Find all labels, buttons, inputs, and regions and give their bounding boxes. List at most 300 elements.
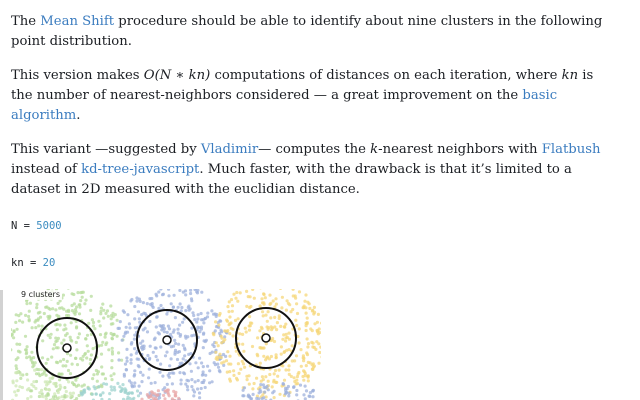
data-point [170,357,173,360]
data-point [131,392,134,395]
data-point [298,341,301,344]
data-point [21,321,24,324]
text-span: This variant —suggested by [11,142,201,157]
data-point [157,307,160,310]
cluster-center [262,334,270,342]
data-point [200,361,203,364]
data-point [219,329,222,332]
data-point [302,393,305,396]
data-point [190,370,193,373]
data-point [200,312,203,315]
data-point [299,384,302,387]
data-point [71,363,74,366]
data-point [77,336,80,339]
text-span: instead of [11,162,82,177]
data-point [101,372,104,375]
data-point [78,303,81,306]
data-point [171,382,174,385]
data-point [246,378,249,381]
data-point [262,314,265,317]
data-point [251,289,254,291]
data-point [287,392,290,395]
data-point [159,345,162,348]
data-point [177,306,180,309]
data-point [298,327,301,330]
data-point [174,342,177,345]
data-point [48,308,51,311]
data-point [202,321,205,324]
data-point [142,312,145,315]
data-point [129,362,132,365]
data-point [317,313,320,316]
data-point [244,327,247,330]
data-point [67,380,70,383]
data-point [137,310,140,313]
data-point [238,332,241,335]
cluster-plot [11,289,321,400]
data-point [24,335,27,338]
data-point [245,305,248,308]
data-point [178,324,181,327]
data-point [99,310,102,313]
data-point [306,345,309,348]
data-point [28,310,31,313]
data-point [179,302,182,305]
data-point [57,302,60,305]
mean-shift-link[interactable]: Mean Shift [40,14,115,29]
data-point [275,353,278,356]
data-point [128,322,131,325]
vladimir-link[interactable]: Vladimir [200,142,259,157]
data-point [78,312,81,315]
data-point [161,375,164,378]
data-point [191,311,194,314]
data-point [229,321,232,324]
data-point [231,310,234,313]
data-point [84,299,87,302]
data-point [87,322,90,325]
data-point [306,353,309,356]
data-point [158,371,161,374]
data-point [105,383,108,386]
data-point [272,380,275,383]
data-point [281,364,284,367]
data-point [179,335,182,338]
text-span: — computes the [258,142,371,157]
data-point [234,319,237,322]
data-point [139,371,142,374]
data-point [149,345,152,348]
data-point [173,353,176,356]
data-point [284,368,287,371]
data-point [198,357,201,360]
data-point [306,317,309,320]
data-point [117,327,120,330]
data-point [219,312,222,315]
data-point [125,368,128,371]
data-point [249,295,252,298]
text-span: . Much faster, with the drawback is that it’s limited to a dataset in 2D measured with the euclidian distance. [11,162,572,197]
data-point [182,344,185,347]
data-point [304,385,307,388]
data-point [204,386,207,389]
data-point [198,391,201,394]
data-point [122,309,125,312]
data-point [54,323,57,326]
data-point [25,356,28,359]
data-point [91,377,94,380]
data-point [306,337,309,340]
data-point [279,289,282,290]
data-point [38,311,41,314]
data-point [184,289,187,292]
data-point [296,312,299,315]
data-point [276,321,279,324]
data-point [207,299,210,302]
data-point [295,354,298,357]
variable-value: 20 [42,257,56,269]
data-point [92,373,95,376]
data-point [230,298,233,301]
data-point [12,336,15,339]
data-point [97,320,100,323]
data-point [283,351,286,354]
data-point [315,340,318,343]
data-point [292,385,295,388]
data-point [110,366,113,369]
data-point [41,373,44,376]
cell-kn[interactable] [11,257,55,269]
data-point [83,353,86,356]
data-point [299,348,302,351]
data-point [192,314,195,317]
data-point [112,372,115,375]
data-point [167,289,170,291]
data-point [200,387,203,390]
data-point [110,388,113,391]
data-point [232,374,235,377]
data-point [53,343,56,346]
data-point [14,321,17,324]
data-point [261,310,264,313]
data-point [131,385,134,388]
data-point [227,310,230,313]
data-point [268,373,271,376]
data-point [75,341,78,344]
data-point [284,339,287,342]
data-point [31,326,34,329]
data-point [177,332,180,335]
data-point [83,383,86,386]
data-point [242,350,245,353]
data-point [41,356,44,359]
data-point [232,369,235,372]
data-point [226,305,229,308]
data-point [116,382,119,385]
data-point [317,362,320,365]
data-point [264,386,267,389]
cluster-center [163,336,171,344]
data-point [180,306,183,309]
data-point [190,385,193,388]
data-point [150,382,153,385]
data-point [216,363,219,366]
data-point [259,362,262,365]
data-point [248,315,251,318]
cell-n[interactable] [11,220,62,232]
data-point [110,337,113,340]
data-point [305,322,308,325]
data-point [141,374,144,377]
data-point [34,326,37,329]
data-point [268,294,271,297]
data-point [172,305,175,308]
text-span: is the number of nearest-neighbors considered — a great improvement on the [11,68,594,103]
data-point [192,394,195,397]
data-point [204,374,207,377]
data-point [226,320,229,323]
data-point [61,373,64,376]
data-point [273,372,276,375]
data-point [133,338,136,341]
data-point [281,338,284,341]
data-point [223,329,226,332]
data-point [82,291,85,294]
data-point [209,352,212,355]
data-point [15,394,18,397]
data-point [99,394,102,397]
data-point [228,315,231,318]
data-point [148,320,151,323]
data-point [308,395,311,398]
data-point [100,365,103,368]
data-point [304,293,307,296]
data-point [253,382,256,385]
data-point [309,327,312,330]
data-point [12,381,15,384]
data-point [202,346,205,349]
data-point [311,309,314,312]
data-point [81,358,84,361]
data-point [297,371,300,374]
data-point [273,316,276,319]
data-point [102,309,105,312]
data-point [47,393,50,396]
data-point [316,329,319,332]
data-point [11,348,12,351]
data-point [220,361,223,364]
data-point [251,387,254,390]
data-point [217,324,220,327]
data-point [104,377,107,380]
data-point [72,392,75,395]
data-point [11,328,12,331]
data-point [183,347,186,350]
data-point [271,385,274,388]
data-point [119,320,122,323]
data-point [184,337,187,340]
data-point [283,325,286,328]
data-point [14,371,17,374]
data-point [302,356,305,359]
data-point [155,325,158,328]
data-point [266,320,269,323]
data-point [202,332,205,335]
data-point [303,305,306,308]
data-point [168,364,171,367]
data-point [15,379,18,382]
data-point [178,371,181,374]
data-point [262,355,265,358]
data-point [160,325,163,328]
data-point [303,300,306,303]
data-point [273,396,276,399]
data-point [104,312,107,315]
data-point [200,381,203,384]
data-point [180,379,183,382]
data-point [273,390,276,393]
data-point [90,295,93,298]
data-point [295,382,298,385]
data-point [236,300,239,303]
data-point [155,293,158,296]
data-point [13,390,16,393]
data-point [218,370,221,373]
data-point [305,312,308,315]
data-point [307,342,310,345]
data-point [172,345,175,348]
data-point [21,386,24,389]
data-point [120,390,123,393]
data-point [248,383,251,386]
data-point [167,392,170,395]
data-point [19,377,22,380]
text-span: . [76,108,81,123]
kd-tree-javascript-link[interactable]: kd-tree-javascript [81,162,200,177]
data-point [177,343,180,346]
data-point [35,319,38,322]
data-point [130,341,133,344]
data-point [79,299,82,302]
data-point [64,334,67,337]
data-point [239,291,242,294]
data-point [319,346,321,349]
data-point [137,364,140,367]
data-point [125,348,128,351]
data-point [155,347,158,350]
data-point [17,389,20,392]
data-point [247,394,250,397]
data-point [224,355,227,358]
data-point [215,315,218,318]
data-point [156,359,159,362]
data-point [202,365,205,368]
data-point [295,302,298,305]
data-point [305,389,308,392]
data-point [287,332,290,335]
data-point [110,332,113,335]
data-point [54,383,57,386]
data-point [51,307,54,310]
data-point [275,303,278,306]
data-point [182,357,185,360]
data-point [293,376,296,379]
data-point [239,368,242,371]
data-point [110,317,113,320]
data-point [165,351,168,354]
data-point [193,318,196,321]
data-point [287,364,290,367]
data-point [242,362,245,365]
data-point [70,321,73,324]
data-point [164,354,167,357]
data-point [220,356,223,359]
data-point [146,330,149,333]
data-point [264,375,267,378]
data-point [87,350,90,353]
flatbush-link[interactable]: Flatbush [541,142,601,157]
data-point [124,332,127,335]
data-point [56,339,59,342]
data-point [97,370,100,373]
data-point [148,358,151,361]
data-point [133,347,136,350]
data-point [29,302,32,305]
data-point [248,329,251,332]
data-point [96,380,99,383]
data-point [243,366,246,369]
data-point [184,293,187,296]
data-point [124,363,127,366]
data-point [211,380,214,383]
data-point [220,335,223,338]
data-point [110,385,113,388]
data-point [275,328,278,331]
intro-paragraph [11,12,611,52]
data-point [85,356,88,359]
data-point [133,369,136,372]
data-point [159,304,162,307]
data-point [125,326,128,329]
data-point [183,372,186,375]
data-point [167,294,170,297]
data-point [63,324,66,327]
data-point [170,302,173,305]
data-point [232,334,235,337]
data-point [165,389,168,392]
data-point [249,324,252,327]
data-point [49,377,52,380]
data-point [17,314,20,317]
data-point [218,353,221,356]
data-point [139,392,142,395]
data-point [107,348,110,351]
data-point [249,321,252,324]
variable-name: N [11,220,18,232]
data-point [311,395,314,398]
basic-algorithm-link[interactable]: basic algorithm [11,88,558,123]
data-point [138,385,141,388]
data-point [262,292,265,295]
data-point [159,363,162,366]
data-point [168,327,171,330]
data-point [265,357,268,360]
data-point [30,351,33,354]
data-point [276,375,279,378]
data-point [284,392,287,395]
data-point [172,331,175,334]
data-point [273,340,276,343]
